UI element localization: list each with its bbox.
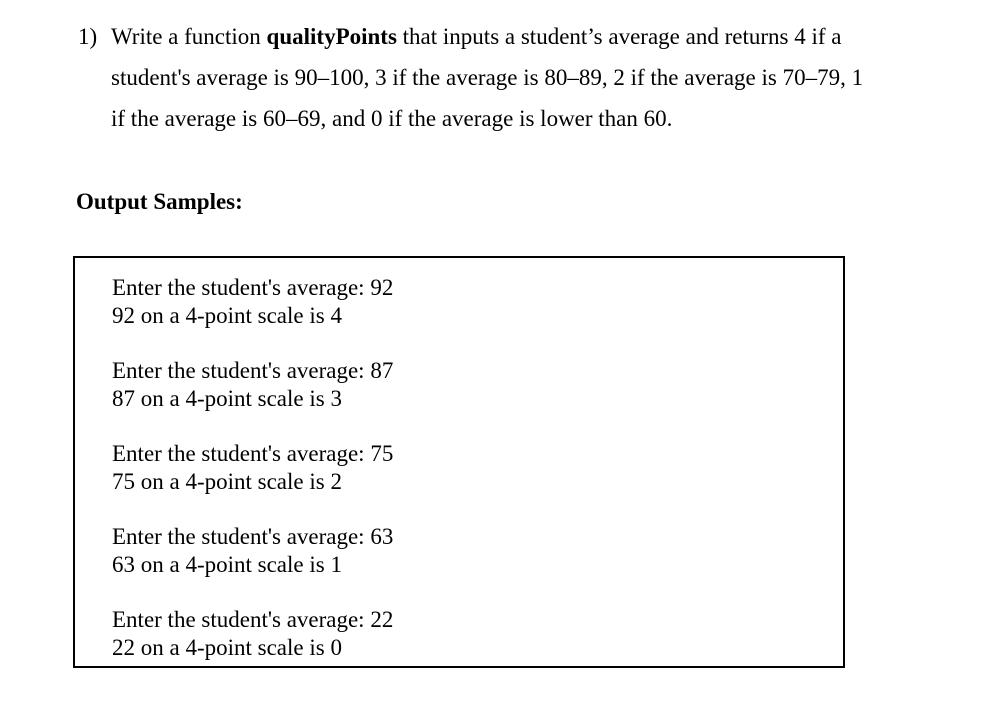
question-text-end: that inputs a student’s average and returns 4 if a [396,24,842,49]
sample-block [112,357,393,413]
sample-result: 63 on a 4-point scale is 1 [112,552,342,577]
sample-result: 92 on a 4-point scale is 4 [112,303,342,328]
sample-result: 75 on a 4-point scale is 2 [112,469,342,494]
sample-block [112,440,393,496]
sample-block [112,606,393,662]
sample-result: 87 on a 4-point scale is 3 [112,386,342,411]
question-number: 1) [78,24,98,49]
sample-block [112,274,393,330]
sample-result: 22 on a 4-point scale is 0 [112,635,342,660]
question-line-1 [78,16,938,57]
question-line-3: if the average is 60–69, and 0 if the average is lower than 60. [111,106,673,131]
function-name: qualityPoints [266,24,397,49]
question-text-start: Write a function [111,24,267,49]
sample-prompt: Enter the student's average: 22 [112,607,394,632]
question-line-2: student's average is 90–100, 3 if the average is 80–89, 2 if the average is 70–79, 1 [111,65,864,90]
output-samples-box [73,256,845,668]
sample-block [112,523,393,579]
output-samples-heading: Output Samples: [76,189,243,214]
sample-prompt: Enter the student's average: 87 [112,358,394,383]
question-block [78,16,938,139]
sample-prompt: Enter the student's average: 75 [112,441,394,466]
sample-prompt: Enter the student's average: 92 [112,275,394,300]
question-text-line-1 [111,16,841,57]
sample-prompt: Enter the student's average: 63 [112,524,394,549]
